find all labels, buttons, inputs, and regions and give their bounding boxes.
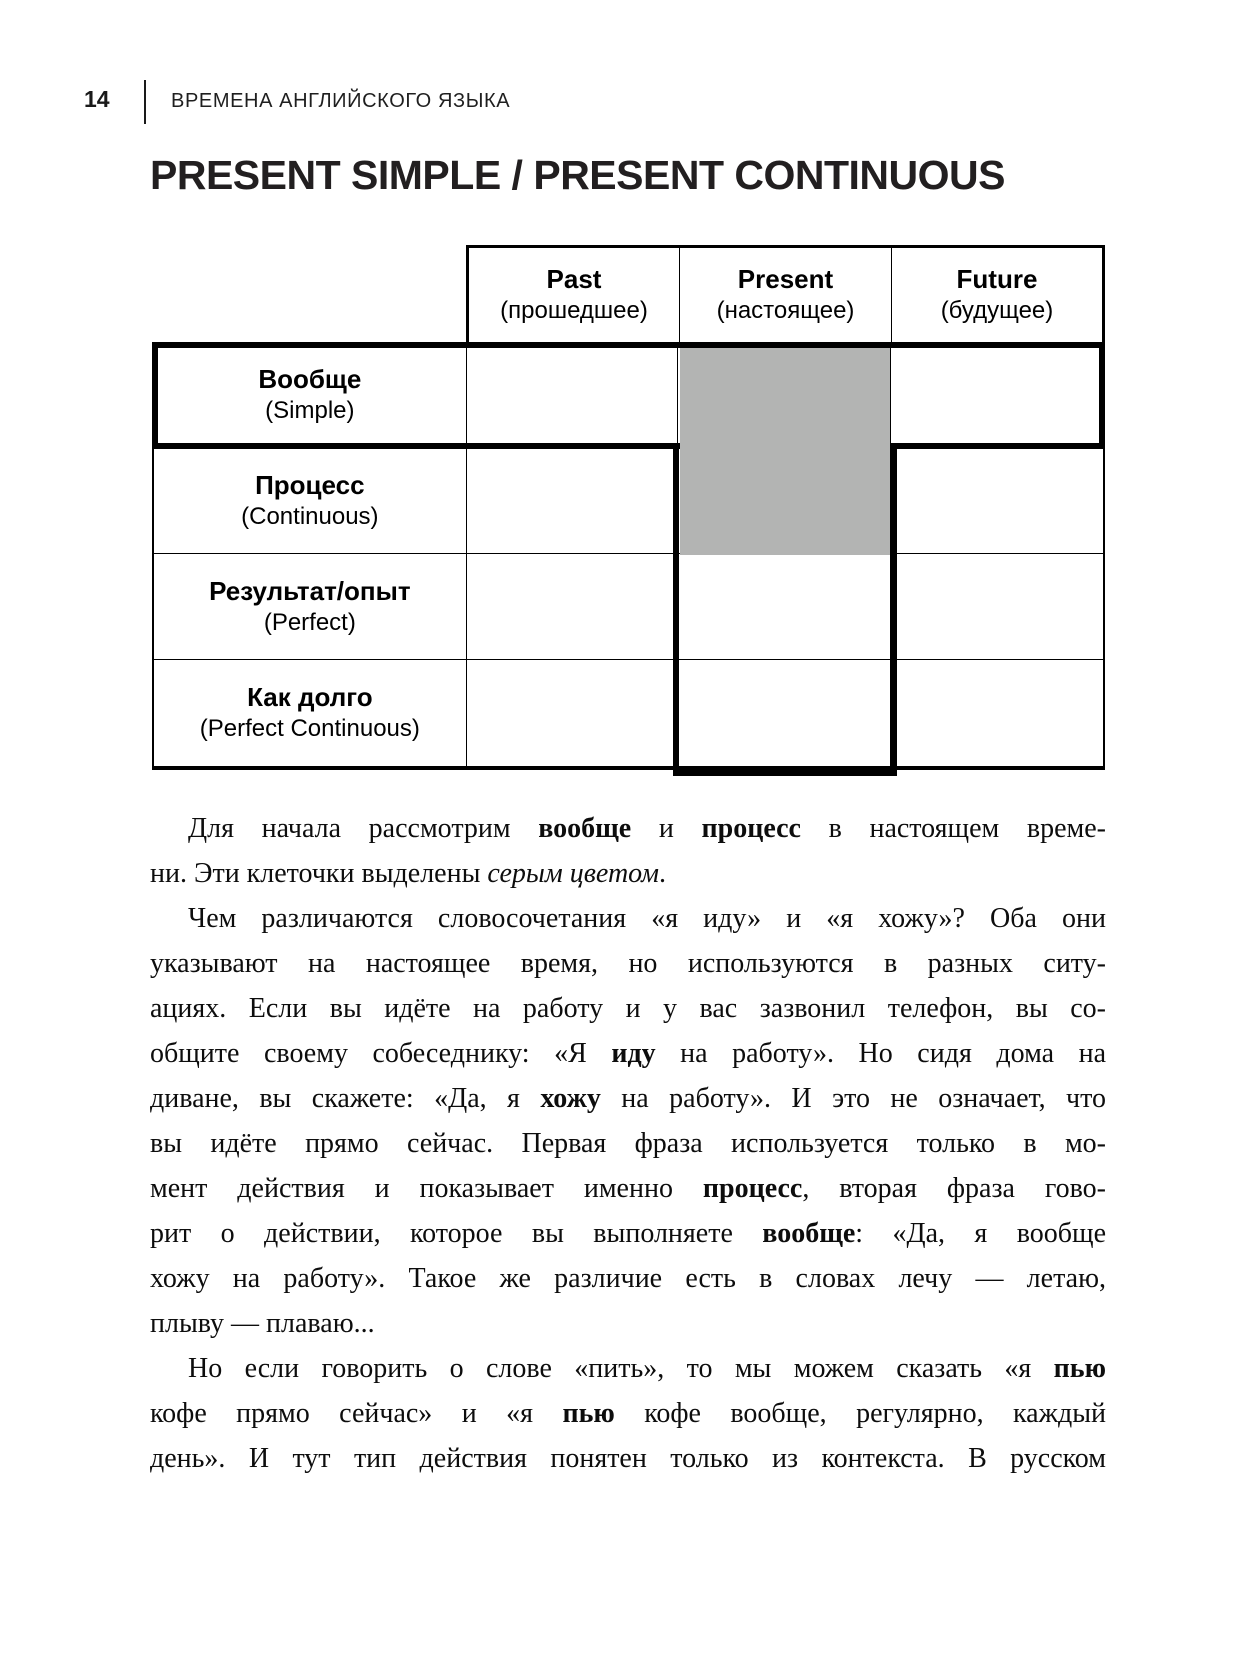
plain-text: указывают на настоящее время, но используются в разных ситу-	[150, 948, 1106, 979]
text-line	[150, 941, 1106, 986]
cell-perfect-continuous-future	[891, 660, 1103, 766]
text-line	[150, 986, 1106, 1031]
plain-text: .	[658, 858, 666, 889]
plain-text: диване, вы скажете: «Да, я	[150, 1083, 541, 1114]
section-title: PRESENT SIMPLE / PRESENT CONTINUOUS	[150, 152, 1005, 198]
column-label-en: Present	[737, 264, 834, 294]
text-line	[150, 1166, 1106, 1211]
plain-text: в настоящем време-	[800, 813, 1106, 844]
plain-text: Для начала рассмотрим	[188, 813, 539, 844]
plain-text: и	[631, 813, 702, 844]
text-line	[150, 1346, 1106, 1391]
text-line	[150, 1391, 1106, 1436]
column-label-ru: (прошедшее)	[500, 297, 648, 324]
column-header-future	[891, 248, 1102, 342]
text-line	[150, 806, 1106, 851]
plain-text: кофе прямо сейчас» и «я	[150, 1398, 563, 1429]
italic-text: серым цветом	[487, 858, 659, 889]
text-line	[150, 1031, 1106, 1076]
cell-perfect-future	[891, 554, 1103, 660]
plain-text: на работу». Но сидя дома на	[655, 1038, 1107, 1069]
plain-text: на работу». И это не означает, что	[600, 1083, 1106, 1114]
cell-simple-future	[891, 342, 1103, 448]
bold-text: процесс	[701, 813, 801, 844]
text-line	[150, 1211, 1106, 1256]
running-header-title: ВРЕМЕНА АНГЛИЙСКОГО ЯЗЫКА	[171, 90, 511, 112]
cell-continuous-past	[467, 448, 678, 554]
text-line	[150, 896, 1106, 941]
cell-perfect-past	[467, 554, 678, 660]
plain-text: ни. Эти клеточки выделены	[150, 858, 488, 889]
row-header-perfect-continuous	[154, 660, 467, 766]
bold-text: иду	[611, 1038, 656, 1069]
text-line	[150, 851, 1106, 896]
row-label-ru: Результат/опыт	[209, 575, 411, 606]
plain-text: день». И тут тип действия понятен только из контекста. В русском	[150, 1443, 1106, 1474]
plain-text: кофе вообще, регулярно, каждый	[614, 1398, 1106, 1429]
column-label-en: Past	[546, 264, 602, 294]
plain-text: мент действия и показывает именно	[150, 1173, 703, 1204]
bold-text: хожу	[540, 1083, 601, 1114]
text-line	[150, 1436, 1106, 1481]
page-number: 14	[84, 86, 110, 112]
cell-simple-present	[678, 342, 891, 448]
bold-text: вообще	[762, 1218, 856, 1249]
plain-text: ациях. Если вы идёте на работу и у вас зазвонил телефон, вы со-	[150, 993, 1106, 1024]
cell-perfect-continuous-present	[678, 660, 891, 766]
cell-perfect-continuous-past	[467, 660, 678, 766]
bold-text: пью	[562, 1398, 615, 1429]
bold-text: процесс	[702, 1173, 803, 1204]
plain-text: хожу на работу». Такое же различие есть в словах лечу — летаю,	[150, 1263, 1106, 1294]
row-label-ru: Как долго	[247, 682, 373, 712]
plain-text: Чем различаются словосочетания «я иду» и «я хожу»? Оба они	[188, 903, 1106, 934]
cell-simple-past	[467, 342, 678, 448]
cell-continuous-future	[891, 448, 1103, 554]
plain-text: общите своему собеседнику: «Я	[150, 1038, 612, 1069]
plain-text: , вторая фраза гово-	[802, 1173, 1106, 1204]
row-header-perfect	[154, 554, 467, 660]
row-label-ru: Процесс	[255, 469, 365, 500]
row-label-en: (Simple)	[265, 396, 355, 424]
row-label-en: (Perfect)	[263, 608, 356, 636]
plain-text: плыву — плаваю...	[150, 1308, 375, 1339]
tense-table	[152, 245, 1105, 782]
text-line	[150, 1121, 1106, 1166]
column-label-ru: (будущее)	[940, 297, 1054, 324]
row-header-simple	[154, 342, 467, 448]
text-line	[150, 1076, 1106, 1121]
cell-perfect-present	[678, 554, 891, 660]
plain-text: вы идёте прямо сейчас. Первая фраза используется только в мо-	[150, 1128, 1106, 1159]
row-label-en: (Perfect Continuous)	[199, 715, 420, 742]
table-grid	[152, 342, 1105, 770]
column-label-ru: (настоящее)	[716, 297, 855, 324]
column-header-row	[466, 245, 1105, 342]
row-label-en: (Continuous)	[241, 502, 379, 530]
header-divider	[144, 80, 146, 124]
text-line	[150, 1301, 1106, 1346]
row-label-ru: Вообще	[258, 363, 362, 394]
body-text	[150, 806, 1106, 1481]
column-label-en: Future	[956, 264, 1038, 294]
plain-text: : «Да, я вообще	[855, 1218, 1106, 1249]
column-header-past	[469, 248, 679, 342]
cell-continuous-present	[678, 448, 891, 554]
row-header-continuous	[154, 448, 467, 554]
bold-text: вообще	[538, 813, 632, 844]
plain-text: Но если говорить о слове «пить», то мы можем сказать «я	[188, 1353, 1054, 1384]
bold-text: пью	[1053, 1353, 1106, 1384]
plain-text: рит о действии, которое вы выполняете	[150, 1218, 763, 1249]
column-header-present	[679, 248, 891, 342]
text-line	[150, 1256, 1106, 1301]
